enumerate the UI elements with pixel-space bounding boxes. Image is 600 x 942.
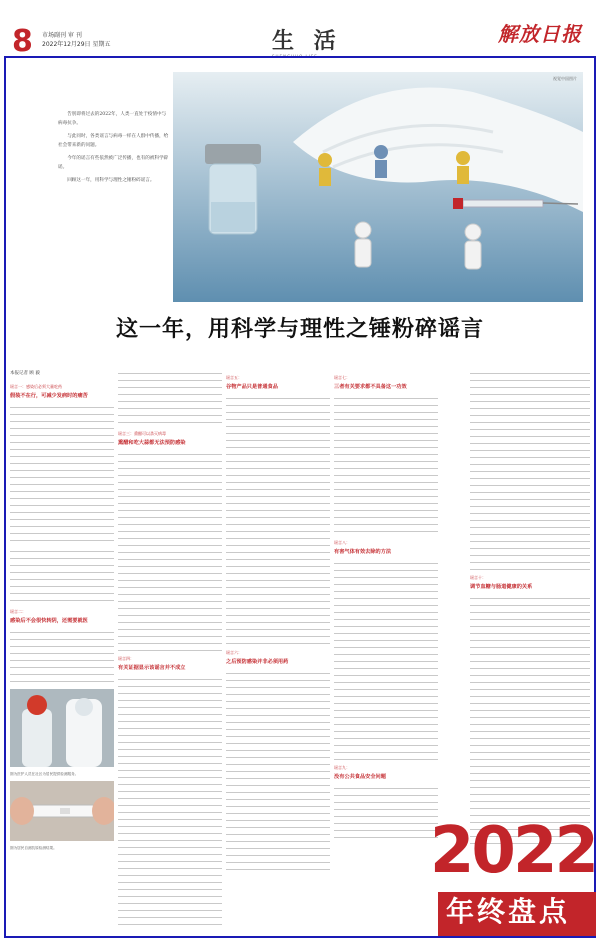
byline: 本报记者 顾 毅 <box>10 371 40 376</box>
rumor-kicker: 谣言一：感染后必须大量吃药 <box>10 384 62 389</box>
stamp-label: 年终盘点 <box>446 895 571 928</box>
antigen-test-photo <box>10 781 114 841</box>
photo-caption: 图为居民自测抗原检测结果。 <box>10 846 57 850</box>
rumor-kicker: 谣言五： <box>226 375 242 380</box>
intro-paragraph: 回顾这一年，用科学与理性之锤粉碎谣言。 <box>67 178 155 183</box>
rumor-subhead: 调节血糖与肠道健康的关系 <box>470 584 533 590</box>
article-column-4 <box>334 370 438 845</box>
stamp-year: 2022 <box>429 814 596 888</box>
masthead-date: 2022年12月29日 星期五 <box>42 41 111 48</box>
rumor-kicker: 谣言六： <box>226 650 242 655</box>
hero-image <box>173 72 583 302</box>
masthead <box>4 4 596 59</box>
rumor-kicker: 谣言三：熏醋可以杀灭病毒 <box>118 431 166 436</box>
rumor-subhead: 有害气体有效去除的方法 <box>334 549 392 555</box>
rumor-subhead: 之后预防感染并非必须用药 <box>226 659 289 665</box>
rumor-kicker: 谣言十： <box>470 575 486 580</box>
section-title: 生 活 <box>272 29 342 54</box>
masthead-info <box>42 31 110 49</box>
intro-text <box>58 110 170 189</box>
photo-caption: 图为医护人员在社区为居民提供检测服务。 <box>10 772 79 776</box>
rumor-kicker: 谣言四： <box>118 656 134 661</box>
body-text-block <box>334 785 438 841</box>
rumor-subhead: 谷物产品只是普通食品 <box>226 384 278 390</box>
rumor-subhead: 假装不在行，可减少发病时的痛苦 <box>10 393 88 399</box>
vaccine-illustration <box>173 72 583 302</box>
page-number: 8 <box>12 24 33 59</box>
body-text-block <box>10 629 114 685</box>
main-headline: 这一年，用科学与理性之锤粉碎谣言 <box>115 317 484 342</box>
body-text-block <box>470 370 590 570</box>
rumor-kicker: 谣言七： <box>334 375 350 380</box>
rumor-subhead: 没有公共食品安全问题 <box>334 774 386 780</box>
rumor-kicker: 谣言二： <box>10 609 26 614</box>
rumor-subhead: 熏醋和吃大蒜都无法预防感染 <box>118 440 186 446</box>
body-text-block <box>118 451 222 651</box>
vial-icon <box>205 144 261 234</box>
body-text-block <box>226 395 330 645</box>
body-text-block <box>470 595 590 845</box>
intro-paragraph: 与此同时，各类谣言与病毒一样在人群中传播，给社会带来新的问题。 <box>58 134 169 148</box>
body-text-block <box>334 560 438 760</box>
hero-credit: 视觉中国图片 <box>553 76 577 81</box>
article-column-3 <box>226 370 330 874</box>
rumor-subhead: 三者有关要求都不具备这一功效 <box>334 384 407 390</box>
testing-photo <box>10 689 114 767</box>
rumor-subhead: 感染后不会很快转阴，还需要就医 <box>10 618 88 624</box>
article-column-5 <box>470 370 590 849</box>
body-text-block <box>334 395 438 535</box>
newspaper-logo: 解放日报 <box>498 22 582 46</box>
body-text-block <box>118 370 222 426</box>
intro-paragraph: 告别即将过去的2022年，人类一直处于疫情中与病毒抗争。 <box>58 112 167 126</box>
article-column-1 <box>10 370 114 855</box>
body-text-block <box>10 548 114 604</box>
body-text-block <box>118 676 222 926</box>
body-text-block <box>226 670 330 870</box>
rumor-kicker: 谣言八： <box>334 540 350 545</box>
section-subtitle: SHENGHUO LIFE <box>272 54 318 59</box>
body-text-block <box>10 404 114 544</box>
masthead-info-line1: 市场副刊 审 刊 <box>42 32 82 39</box>
intro-paragraph: 今年的谣言有些依然被广泛传播，也有的被科学辟谣。 <box>58 156 169 170</box>
year-end-review-stamp <box>429 814 596 936</box>
rumor-kicker: 谣言九： <box>334 765 350 770</box>
article-column-2 <box>118 370 222 930</box>
rumor-subhead: 有关证据显示该谣言并不成立 <box>118 665 186 671</box>
